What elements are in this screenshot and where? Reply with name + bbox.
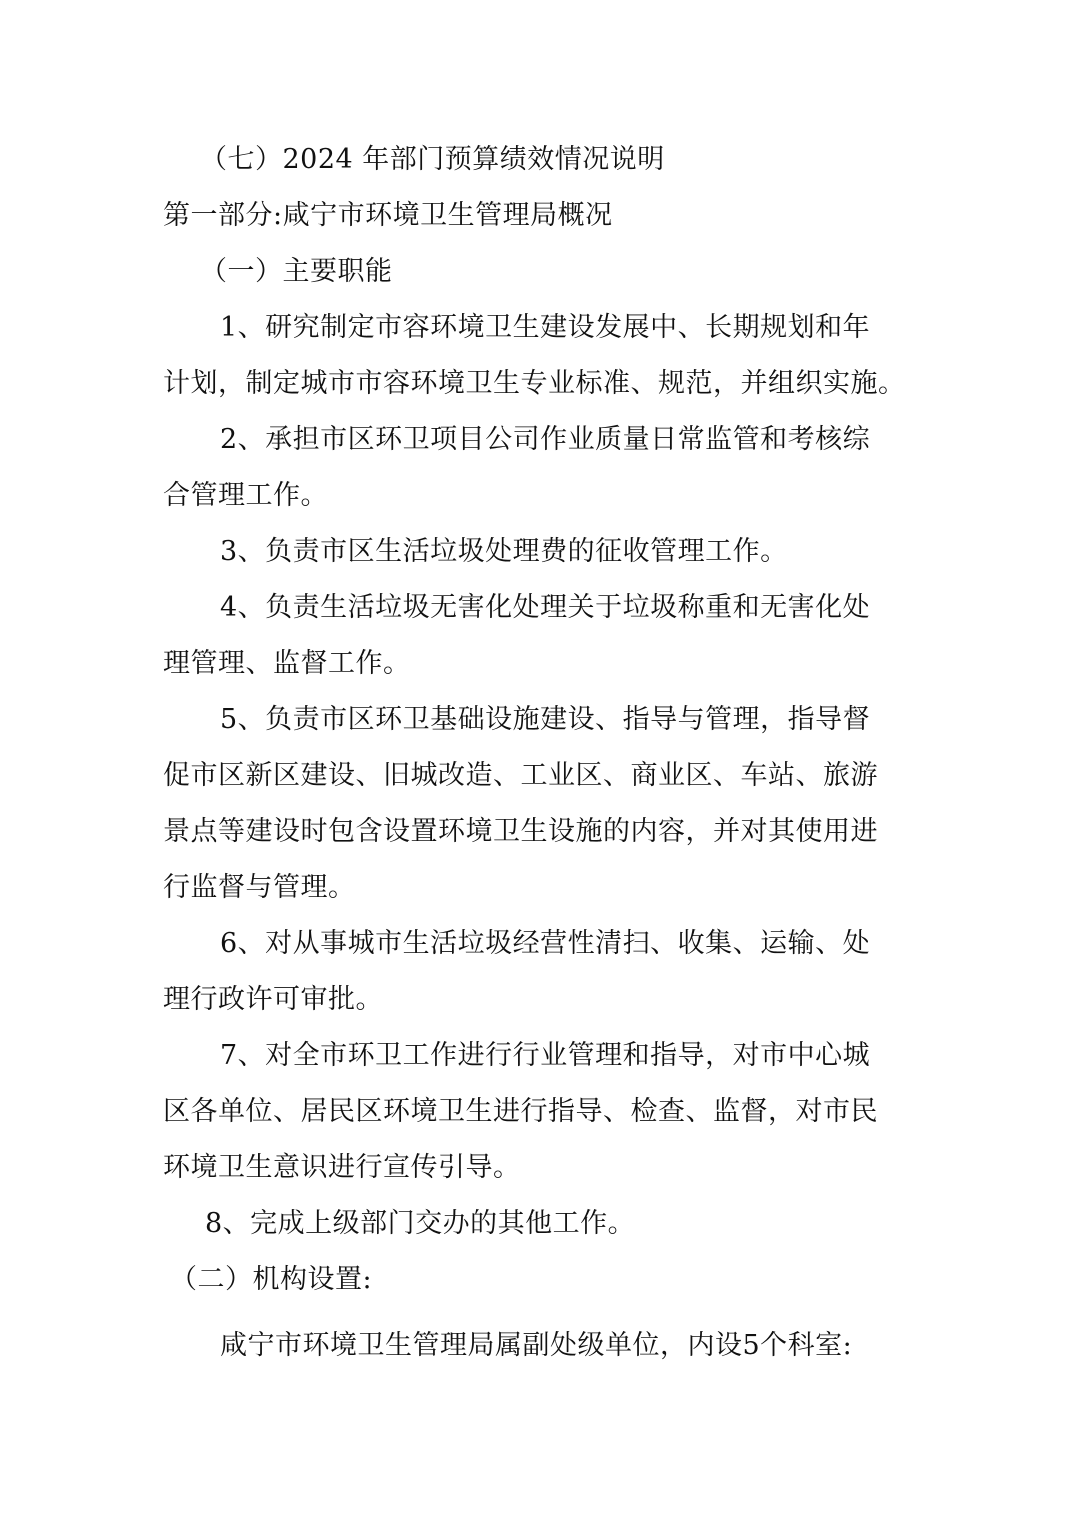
function-5-line-3: 景点等建设时包含设置环境卫生设施的内容，并对其使用进 xyxy=(163,816,878,847)
function-2-line-1: 2、承担市区环卫项目公司作业质量日常监管和考核综 xyxy=(220,424,871,455)
function-3-line-1: 3、负责市区生活垃圾处理费的征收管理工作。 xyxy=(220,536,788,567)
function-7-line-2: 区各单位、居民区环境卫生进行指导、检查、监督，对市民 xyxy=(163,1096,878,1127)
main-functions-heading: （一）主要职能 xyxy=(200,256,393,287)
function-5-line-1: 5、负责市区环卫基础设施建设、指导与管理，指导督 xyxy=(220,704,871,735)
function-7-line-3: 环境卫生意识进行宣传引导。 xyxy=(163,1152,521,1183)
function-5-line-2: 促市区新区建设、旧城改造、工业区、商业区、车站、旅游 xyxy=(163,760,878,791)
function-4-line-2: 理管理、监督工作。 xyxy=(163,648,411,679)
function-1-line-2: 计划，制定城市市容环境卫生专业标准、规范，并组织实施。 xyxy=(163,368,906,399)
function-7-line-1: 7、对全市环卫工作进行行业管理和指导，对市中心城 xyxy=(220,1040,871,1071)
organization-heading: （二）机构设置: xyxy=(170,1264,373,1295)
section-heading-performance: （七）2024 年部门预算绩效情况说明 xyxy=(200,144,665,175)
function-8-line-1: 8、完成上级部门交办的其他工作。 xyxy=(205,1208,636,1239)
function-4-line-1: 4、负责生活垃圾无害化处理关于垃圾称重和无害化处 xyxy=(220,592,871,623)
function-5-line-4: 行监督与管理。 xyxy=(163,872,356,903)
organization-description: 咸宁市环境卫生管理局属副处级单位，内设5个科室: xyxy=(220,1330,853,1361)
function-6-line-2: 理行政许可审批。 xyxy=(163,984,383,1015)
part-one-heading: 第一部分:咸宁市环境卫生管理局概况 xyxy=(163,200,613,231)
function-6-line-1: 6、对从事城市生活垃圾经营性清扫、收集、运输、处 xyxy=(220,928,871,959)
function-1-line-1: 1、研究制定市容环境卫生建设发展中、长期规划和年 xyxy=(220,312,871,343)
function-2-line-2: 合管理工作。 xyxy=(163,480,328,511)
